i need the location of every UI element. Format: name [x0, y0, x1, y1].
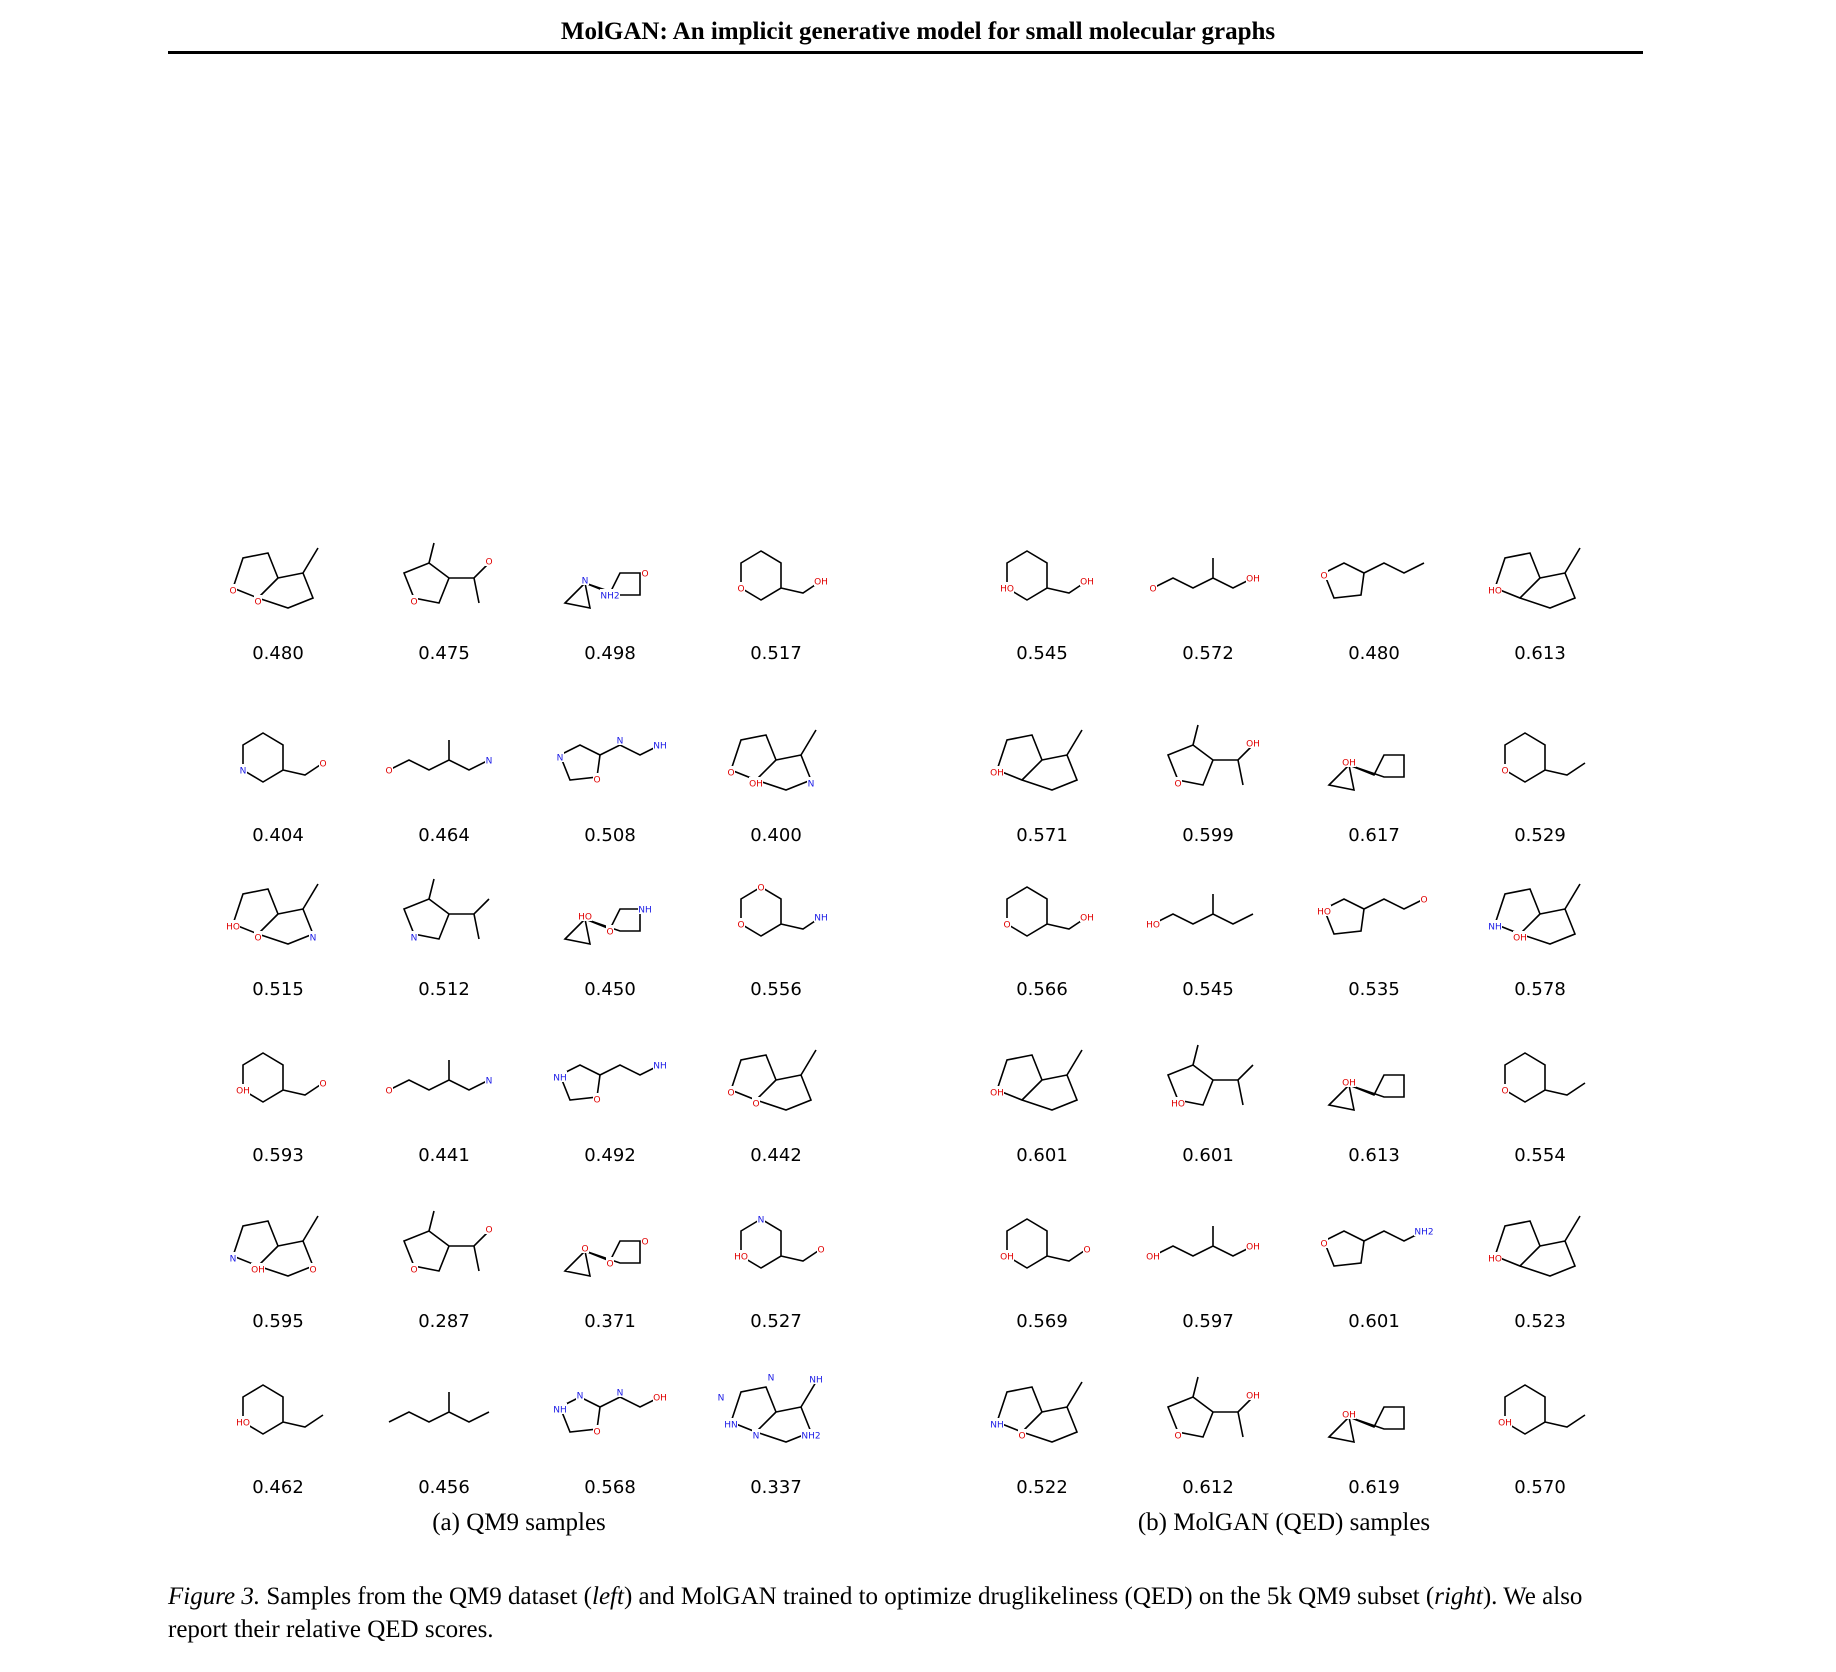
- atom-label: O: [737, 920, 745, 931]
- molecule-structure: [545, 869, 675, 959]
- atom-label: OH: [814, 577, 828, 588]
- molecule-sample: [962, 869, 1122, 1000]
- qed-score: 0.529: [1514, 825, 1566, 846]
- atom-label: OH: [1080, 577, 1094, 588]
- atom-label: O: [581, 1244, 589, 1255]
- atom-label: NH2: [1414, 1227, 1434, 1238]
- caption-text-3: ). We also report their relative QED scores.: [168, 1583, 1583, 1643]
- atom-label: HN: [724, 1420, 738, 1431]
- header-rule: [168, 51, 1643, 54]
- molecule-structure: [711, 1201, 841, 1291]
- qed-score: 0.527: [750, 1311, 802, 1332]
- molecule-sample: [962, 1201, 1122, 1332]
- molecule-sample: [962, 1035, 1122, 1166]
- qed-score: 0.512: [418, 979, 470, 1000]
- molecule-sample: [1128, 715, 1288, 846]
- molecule-bonds: [1324, 1231, 1424, 1266]
- qed-score: 0.566: [1016, 979, 1068, 1000]
- atom-label: OH: [1498, 1418, 1512, 1429]
- qed-score: 0.570: [1514, 1477, 1566, 1498]
- molecule-bonds: [389, 1392, 489, 1422]
- molecule-sample: [696, 1201, 856, 1332]
- molecule-bonds: [404, 543, 489, 603]
- molecule-structure: [1309, 869, 1439, 959]
- caption-text-2: ) and MolGAN trained to optimize druglikeliness (QED) on the 5k QM9 subset (: [623, 1583, 1435, 1610]
- caption-text-1: Samples from the QM9 dataset (: [260, 1583, 592, 1610]
- atom-label: O: [1083, 1245, 1091, 1256]
- molecule-bonds: [560, 745, 660, 780]
- atom-label: O: [254, 597, 262, 608]
- qed-score: 0.450: [584, 979, 636, 1000]
- qed-score: 0.568: [584, 1477, 636, 1498]
- atom-label: O: [593, 1427, 601, 1438]
- molecule-structure: [379, 1035, 509, 1125]
- atom-label: N: [309, 933, 317, 944]
- atom-label: OH: [990, 768, 1004, 779]
- molecule-bonds: [1495, 884, 1580, 944]
- molecule-sample: [198, 715, 358, 846]
- molecule-structure: [1475, 1035, 1605, 1125]
- molecule-sample: [1128, 1035, 1288, 1166]
- atom-label: NH: [1488, 922, 1502, 933]
- atom-label: NH2: [600, 591, 620, 602]
- atom-label: N: [616, 1388, 624, 1399]
- atom-label: OH: [653, 1393, 667, 1404]
- atom-label: HO: [1317, 907, 1331, 918]
- figure-caption: [168, 1580, 1643, 1646]
- qed-score: 0.462: [252, 1477, 304, 1498]
- atom-label: NH: [553, 1073, 567, 1084]
- molecule-structure: [977, 1201, 1107, 1291]
- molecule-structure: [1143, 869, 1273, 959]
- atom-label: O: [593, 1095, 601, 1106]
- molecule-sample: [962, 533, 1122, 664]
- atom-label: N: [616, 736, 624, 747]
- molecule-structure: [1309, 715, 1439, 805]
- molecule-bonds: [1153, 1226, 1253, 1256]
- molecule-structure: [1475, 869, 1605, 959]
- molecule-structure: [545, 1035, 675, 1125]
- atom-label: O: [254, 933, 262, 944]
- caption-right: right: [1434, 1583, 1483, 1610]
- molecule-bonds: [1329, 1075, 1404, 1110]
- molecule-bonds: [233, 1216, 318, 1276]
- qed-score: 0.400: [750, 825, 802, 846]
- molecule-bonds: [560, 1397, 660, 1432]
- qed-score: 0.498: [584, 643, 636, 664]
- molecule-structure: [1309, 1201, 1439, 1291]
- atom-label: NH: [809, 1375, 823, 1386]
- qed-score: 0.480: [252, 643, 304, 664]
- qed-score: 0.601: [1016, 1145, 1068, 1166]
- molecule-structure: [545, 715, 675, 805]
- qed-score: 0.601: [1182, 1145, 1234, 1166]
- molecule-structure: [1309, 533, 1439, 623]
- molecule-sample: [696, 715, 856, 846]
- qed-score: 0.464: [418, 825, 470, 846]
- atom-label: NH: [653, 741, 667, 752]
- molecule-bonds: [1168, 1045, 1253, 1105]
- atom-label: OH: [1246, 574, 1260, 585]
- atom-label: N: [752, 1431, 760, 1442]
- atom-label: NH: [653, 1061, 667, 1072]
- qed-score: 0.442: [750, 1145, 802, 1166]
- molecule-sample: [1460, 1367, 1620, 1498]
- molecule-sample: [1460, 1201, 1620, 1332]
- molecule-structure: [213, 715, 343, 805]
- qed-score: 0.456: [418, 1477, 470, 1498]
- molecule-bonds: [1007, 887, 1087, 936]
- atom-label: O: [309, 1265, 317, 1276]
- qed-score: 0.535: [1348, 979, 1400, 1000]
- qed-score: 0.556: [750, 979, 802, 1000]
- atom-label: O: [485, 1225, 493, 1236]
- molecule-structure: [379, 1201, 509, 1291]
- molecule-bonds: [1153, 558, 1253, 588]
- atom-label: O: [641, 1237, 649, 1248]
- atom-label: OH: [1246, 1242, 1260, 1253]
- molecule-sample: [1460, 715, 1620, 846]
- qed-score: 0.287: [418, 1311, 470, 1332]
- qed-score: 0.545: [1182, 979, 1234, 1000]
- molecule-structure: [545, 533, 675, 623]
- molecule-structure: [1143, 1201, 1273, 1291]
- atom-label: O: [485, 557, 493, 568]
- molecule-structure: [977, 533, 1107, 623]
- qed-score: 0.613: [1348, 1145, 1400, 1166]
- molecule-bonds: [404, 879, 489, 939]
- atom-label: HO: [236, 1418, 250, 1429]
- atom-label: HO: [578, 912, 592, 923]
- molecule-sample: [198, 1035, 358, 1166]
- atom-label: OH: [1513, 933, 1527, 944]
- qed-score: 0.619: [1348, 1477, 1400, 1498]
- molecule-sample: [1128, 869, 1288, 1000]
- molecule-sample: [198, 1201, 358, 1332]
- molecule-bonds: [731, 730, 816, 790]
- molecule-sample: [1294, 533, 1454, 664]
- molecule-sample: [1460, 1035, 1620, 1166]
- molecule-bonds: [389, 1060, 489, 1090]
- atom-label: OH: [1342, 758, 1356, 769]
- molecule-structure: [213, 1035, 343, 1125]
- qed-score: 0.601: [1348, 1311, 1400, 1332]
- atom-label: O: [727, 768, 735, 779]
- molecule-bonds: [1505, 1385, 1585, 1434]
- molecule-structure: [213, 533, 343, 623]
- molecule-bonds: [1324, 563, 1424, 598]
- molecule-sample: [530, 869, 690, 1000]
- atom-label: O: [737, 584, 745, 595]
- molecule-structure: [1475, 1201, 1605, 1291]
- atom-label: NH: [814, 913, 828, 924]
- molecule-structure: [977, 1035, 1107, 1125]
- atom-label: O: [1501, 1086, 1509, 1097]
- molecule-sample: [364, 1201, 524, 1332]
- molecule-bonds: [389, 740, 489, 770]
- atom-label: O: [1174, 779, 1182, 790]
- atom-label: N: [239, 766, 247, 777]
- atom-label: HO: [734, 1252, 748, 1263]
- atom-label: HO: [226, 922, 240, 933]
- molecule-sample: [1294, 1367, 1454, 1498]
- molecule-structure: [1143, 533, 1273, 623]
- molecule-sample: [696, 1035, 856, 1166]
- atom-label: O: [1501, 766, 1509, 777]
- running-header-title: MolGAN: An implicit generative model for small molecular graphs: [560, 18, 1276, 45]
- qed-score: 0.515: [252, 979, 304, 1000]
- atom-label: O: [757, 883, 765, 894]
- molecule-bonds: [560, 1065, 660, 1100]
- atom-label: NH: [990, 1420, 1004, 1431]
- molecule-sample: [364, 533, 524, 664]
- qed-score: 0.492: [584, 1145, 636, 1166]
- atom-label: NH: [553, 1405, 567, 1416]
- atom-label: HO: [1146, 920, 1160, 931]
- molecule-structure: [213, 1201, 343, 1291]
- molecule-sample: [530, 715, 690, 846]
- qed-score: 0.508: [584, 825, 636, 846]
- atom-label: O: [1149, 584, 1157, 595]
- qed-score: 0.597: [1182, 1311, 1234, 1332]
- molecule-bonds: [997, 1382, 1082, 1442]
- atom-label: OH: [1146, 1252, 1160, 1263]
- atom-label: O: [410, 597, 418, 608]
- molecule-sample: [1294, 869, 1454, 1000]
- molecule-sample: [1294, 1035, 1454, 1166]
- atom-label: NH2: [801, 1431, 821, 1442]
- molecule-bonds: [1505, 1053, 1585, 1102]
- molecule-structure: [1475, 533, 1605, 623]
- molecule-bonds: [741, 887, 821, 936]
- atom-label: O: [1003, 920, 1011, 931]
- qed-score: 0.569: [1016, 1311, 1068, 1332]
- molecule-bonds: [1168, 725, 1253, 785]
- molecule-structure: [711, 533, 841, 623]
- molecule-sample: [198, 533, 358, 664]
- molecule-bonds: [997, 730, 1082, 790]
- molecule-bonds: [1007, 551, 1087, 600]
- qed-score: 0.371: [584, 1311, 636, 1332]
- molecule-bonds: [1505, 733, 1585, 782]
- atom-label: OH: [251, 1265, 265, 1276]
- molecule-bonds: [731, 1050, 816, 1110]
- qed-score: 0.523: [1514, 1311, 1566, 1332]
- molecule-bonds: [233, 884, 318, 944]
- atom-label: O: [385, 766, 393, 777]
- atom-label: O: [1420, 895, 1428, 906]
- atom-label: OH: [1342, 1410, 1356, 1421]
- atom-label: N: [229, 1254, 237, 1265]
- molecule-sample: [364, 869, 524, 1000]
- qed-score: 0.404: [252, 825, 304, 846]
- qed-score: 0.441: [418, 1145, 470, 1166]
- atom-label: N: [485, 1076, 493, 1087]
- molecule-bonds: [997, 1050, 1082, 1110]
- molecule-sample: [1294, 715, 1454, 846]
- molecule-sample: [530, 533, 690, 664]
- molecule-structure: [977, 869, 1107, 959]
- molecule-structure: [379, 533, 509, 623]
- atom-label: N: [767, 1373, 775, 1384]
- qed-score: 0.593: [252, 1145, 304, 1166]
- atom-label: OH: [990, 1088, 1004, 1099]
- atom-label: HO: [1488, 586, 1502, 597]
- molecule-structure: [1475, 1367, 1605, 1457]
- molecule-structure: [1143, 715, 1273, 805]
- molecule-structure: [379, 715, 509, 805]
- molecule-structure: [711, 1367, 841, 1457]
- atom-label: O: [319, 1079, 327, 1090]
- atom-label: OH: [1246, 739, 1260, 750]
- molecule-sample: [1460, 869, 1620, 1000]
- qed-score: 0.475: [418, 643, 470, 664]
- molecule-bonds: [565, 1241, 640, 1276]
- qed-score: 0.522: [1016, 1477, 1068, 1498]
- molecule-bonds: [1329, 755, 1404, 790]
- molecule-structure: [1143, 1035, 1273, 1125]
- molecule-sample: [1128, 1201, 1288, 1332]
- molecule-structure: [711, 1035, 841, 1125]
- atom-label: O: [1018, 1431, 1026, 1442]
- atom-label: N: [717, 1393, 725, 1404]
- molecule-structure: [711, 715, 841, 805]
- qed-score: 0.612: [1182, 1477, 1234, 1498]
- atom-label: O: [229, 586, 237, 597]
- qed-score: 0.617: [1348, 825, 1400, 846]
- molecule-structure: [711, 869, 841, 959]
- atom-label: N: [581, 576, 589, 587]
- molecule-bonds: [1153, 894, 1253, 924]
- molecule-bonds: [565, 909, 640, 944]
- molecule-sample: [1460, 533, 1620, 664]
- atom-label: O: [1320, 571, 1328, 582]
- molecule-structure: [545, 1201, 675, 1291]
- qed-score: 0.595: [252, 1311, 304, 1332]
- molecule-sample: [696, 869, 856, 1000]
- molecule-sample: [962, 715, 1122, 846]
- atom-label: O: [606, 927, 614, 938]
- atom-label: OH: [749, 779, 763, 790]
- molecule-sample: [1128, 533, 1288, 664]
- molecule-sample: [1294, 1201, 1454, 1332]
- atom-label: N: [807, 779, 815, 790]
- molecule-bonds: [404, 1211, 489, 1271]
- molecule-structure: [1309, 1035, 1439, 1125]
- molecule-sample: [530, 1035, 690, 1166]
- molecule-sample: [198, 1367, 358, 1498]
- molecule-bonds: [1329, 1407, 1404, 1442]
- molecule-structure: [977, 715, 1107, 805]
- molecule-structure: [977, 1367, 1107, 1457]
- molecule-structure: [545, 1367, 675, 1457]
- atom-label: O: [593, 775, 601, 786]
- molecule-bonds: [243, 733, 323, 782]
- qed-score: 0.571: [1016, 825, 1068, 846]
- molecule-structure: [1143, 1367, 1273, 1457]
- molecule-sample: [364, 1035, 524, 1166]
- atom-label: O: [606, 1259, 614, 1270]
- atom-label: O: [817, 1245, 825, 1256]
- qed-score: 0.599: [1182, 825, 1234, 846]
- qed-score: 0.572: [1182, 643, 1234, 664]
- molecule-sample: [696, 533, 856, 664]
- atom-label: HO: [1488, 1254, 1502, 1265]
- atom-label: OH: [1080, 913, 1094, 924]
- molecule-bonds: [243, 1053, 323, 1102]
- atom-label: N: [576, 1391, 584, 1402]
- molecule-structure: [379, 1367, 509, 1457]
- molecule-bonds: [233, 548, 318, 608]
- molecule-sample: [962, 1367, 1122, 1498]
- qed-score: 0.613: [1514, 643, 1566, 664]
- atom-label: O: [319, 759, 327, 770]
- molecule-bonds: [1495, 548, 1580, 608]
- molecule-sample: [1128, 1367, 1288, 1498]
- caption-left: left: [592, 1583, 624, 1610]
- atom-label: OH: [1246, 1391, 1260, 1402]
- molecule-bonds: [1007, 1219, 1087, 1268]
- subcaption-qm9: (a) QM9 samples: [432, 1509, 606, 1536]
- atom-label: N: [410, 933, 418, 944]
- qed-score: 0.554: [1514, 1145, 1566, 1166]
- atom-label: O: [1320, 1239, 1328, 1250]
- atom-label: O: [641, 569, 649, 580]
- molecule-sample: [364, 715, 524, 846]
- molecule-bonds: [1168, 1377, 1253, 1437]
- atom-label: O: [752, 1099, 760, 1110]
- qed-score: 0.480: [1348, 643, 1400, 664]
- molecule-structure: [213, 869, 343, 959]
- molecule-bonds: [741, 551, 821, 600]
- molecule-sample: [198, 869, 358, 1000]
- atom-label: O: [727, 1088, 735, 1099]
- atom-label: HO: [1000, 584, 1014, 595]
- atom-label: O: [385, 1086, 393, 1097]
- molecule-structure: [379, 869, 509, 959]
- molecule-bonds: [1324, 899, 1424, 934]
- qed-score: 0.517: [750, 643, 802, 664]
- molecule-bonds: [741, 1219, 821, 1268]
- atom-label: O: [1174, 1431, 1182, 1442]
- molecule-structure: [1309, 1367, 1439, 1457]
- atom-label: N: [485, 756, 493, 767]
- atom-label: O: [410, 1265, 418, 1276]
- atom-label: HO: [1171, 1099, 1185, 1110]
- atom-label: OH: [1342, 1078, 1356, 1089]
- qed-score: 0.578: [1514, 979, 1566, 1000]
- molecule-sample: [530, 1201, 690, 1332]
- molecule-sample: [696, 1367, 856, 1498]
- molecule-sample: [530, 1367, 690, 1498]
- molecule-sample: [364, 1367, 524, 1498]
- molecule-bonds: [243, 1385, 323, 1434]
- atom-label: N: [757, 1215, 765, 1226]
- molecule-bonds: [1495, 1216, 1580, 1276]
- atom-label: NH: [638, 905, 652, 916]
- qed-score: 0.337: [750, 1477, 802, 1498]
- atom-label: N: [556, 753, 564, 764]
- molecule-structure: [1475, 715, 1605, 805]
- atom-label: OH: [236, 1086, 250, 1097]
- atom-label: OH: [1000, 1252, 1014, 1263]
- molecule-structure: [213, 1367, 343, 1457]
- figure-label: Figure 3.: [168, 1583, 261, 1610]
- subcaption-molgan: (b) MolGAN (QED) samples: [1137, 1509, 1431, 1536]
- qed-score: 0.545: [1016, 643, 1068, 664]
